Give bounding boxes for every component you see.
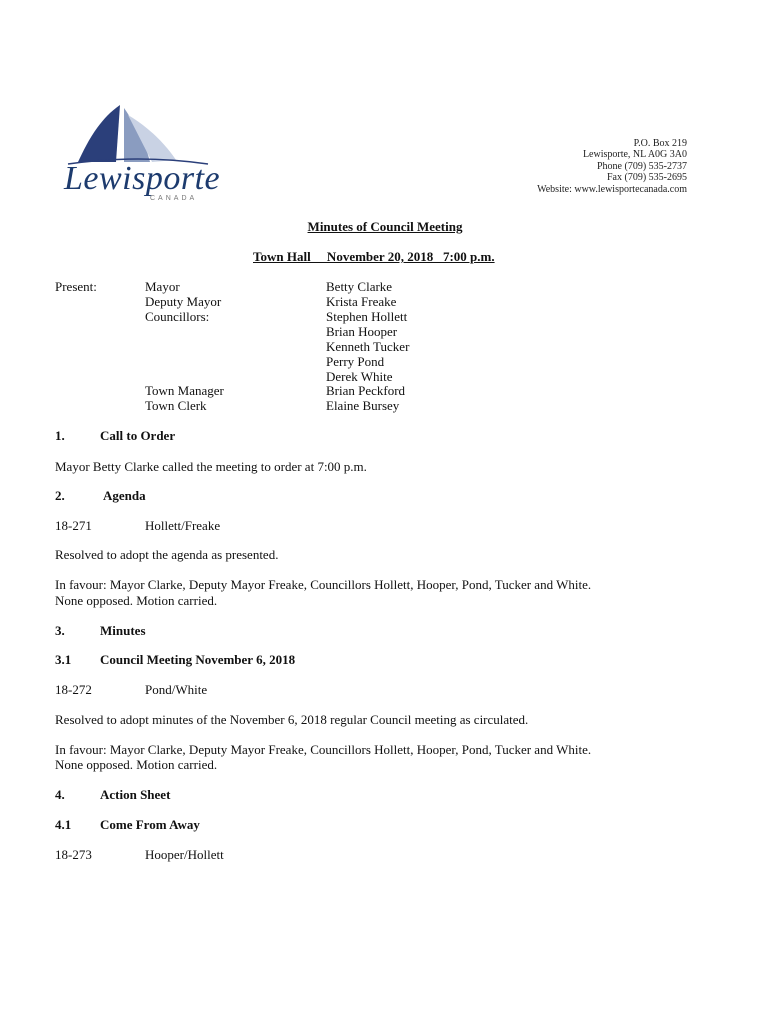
attendee-name: Derek White [326,369,393,384]
role: Mayor [145,279,180,294]
address-block [537,138,687,195]
vote-result: None opposed. Motion carried. [55,757,218,772]
staff-name: Elaine Bursey [326,398,400,413]
present-label: Present: [55,279,97,294]
address-line: Fax (709) 535-2695 [607,172,687,184]
resolution: Resolved to adopt the agenda as presented. [55,547,279,562]
motion-number: 18-271 [55,518,92,533]
attendee-name: Stephen Hollett [326,309,408,324]
section-heading: Action Sheet [100,787,171,802]
staff-name: Brian Peckford [326,383,406,398]
address-line: Phone (709) 535-2737 [597,160,687,172]
meeting-details: Town Hall November 20, 2018 7:00 p.m. [253,249,495,264]
section-number: 2. [55,488,65,503]
motion-number: 18-273 [55,847,92,862]
motion-movers: Hollett/Freake [145,518,221,533]
address-line: Lewisporte, NL A0G 3A0 [582,149,687,161]
attendee-name: Perry Pond [326,354,385,369]
subsection-heading: Come From Away [100,817,200,832]
role: Councillors: [145,309,210,324]
motion-movers: Pond/White [145,682,208,697]
motion-number: 18-272 [55,682,92,697]
attendee-roles [145,279,221,324]
attendee-name: Kenneth Tucker [326,339,410,354]
subsection-number: 4.1 [55,817,72,832]
attendee-names [326,279,409,384]
document-title: Minutes of Council Meeting [307,219,463,234]
vote-result: None opposed. Motion carried. [55,593,218,608]
section-heading: Agenda [103,488,146,503]
logo-wordmark: Lewisporte [64,160,221,197]
attendee-name: Krista Freake [326,294,397,309]
section-heading: Minutes [100,623,146,638]
section-number: 3. [55,623,65,638]
resolution: Resolved to adopt minutes of the November 6, 2018 regular Council meeting as circulated. [55,712,529,727]
staff-roles [145,383,224,413]
role: Town Manager [145,383,224,398]
logo-subtext: CANADA [150,195,198,202]
address-line: P.O. Box 219 [633,138,687,149]
attendee-name: Betty Clarke [326,279,393,294]
address-line: Website: www.lewisportecanada.com [537,183,687,195]
attendee-name: Brian Hooper [326,324,398,339]
motion-movers: Hooper/Hollett [145,847,224,862]
vote-in-favour: In favour: Mayor Clarke, Deputy Mayor Freake, Councillors Hollett, Hooper, Pond, Tucker and White. [55,577,592,592]
subsection-number: 3.1 [55,652,72,667]
paragraph: Mayor Betty Clarke called the meeting to order at 7:00 p.m. [55,459,367,474]
vote-in-favour: In favour: Mayor Clarke, Deputy Mayor Freake, Councillors Hollett, Hooper, Pond, Tucker and White. [55,742,592,757]
staff-names [326,383,405,413]
subsection-heading: Council Meeting November 6, 2018 [100,652,296,667]
section-number: 4. [55,787,65,802]
section-number: 1. [55,428,65,443]
section-heading: Call to Order [100,428,176,443]
role: Deputy Mayor [145,294,222,309]
role: Town Clerk [145,398,207,413]
